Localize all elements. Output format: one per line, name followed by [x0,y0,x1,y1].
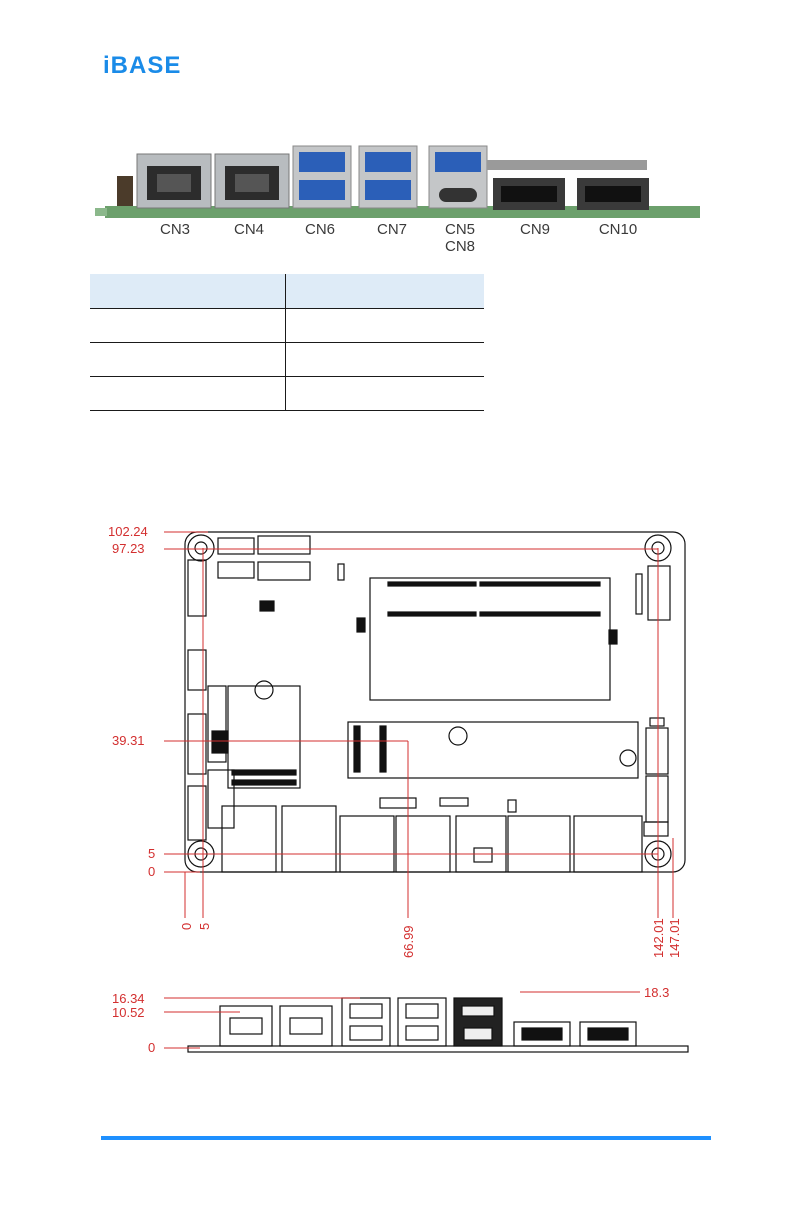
dim-x-142-01: 142.01 [651,918,666,958]
dim-y-97-23: 97.23 [112,541,145,556]
usb-cn5-cn8-photo [429,146,487,208]
ibase-logo: iBASE [103,52,182,79]
dim-side-0: 0 [148,1040,156,1055]
table-cell [285,308,484,342]
dim-y-5: 5 [148,846,156,861]
label-cn5: CN5 [444,221,475,238]
dim-side-16-34: 16.34 [112,991,145,1006]
table-row [90,308,484,342]
table-cell [90,376,285,410]
rj45-cn4-photo [215,154,289,208]
label-cn8: CN8 [444,238,475,255]
rj45-cn3-photo [137,154,211,208]
table-cell [285,274,484,308]
table-cell [90,274,285,308]
dim-x-5: 5 [197,922,212,930]
label-cn3: CN3 [159,221,190,238]
label-cn7: CN7 [376,221,407,238]
board-top-view [185,532,685,872]
table-cell [90,308,285,342]
usb-cn6-photo [293,146,351,208]
board-side-view [188,998,688,1052]
usb-cn7-photo [359,146,417,208]
mechanical-drawing [100,518,700,1063]
table-cell [285,342,484,376]
dim-x-147-01: 147.01 [667,918,682,958]
label-cn6: CN6 [304,221,335,238]
dim-side-10-52: 10.52 [112,1005,145,1020]
dim-side-18-3: 18.3 [644,985,670,1000]
label-cn10: CN10 [598,221,638,238]
dim-y-0: 0 [148,864,156,879]
label-cn9: CN9 [519,221,550,238]
label-cn4: CN4 [233,221,264,238]
dim-y-39-31: 39.31 [112,733,145,748]
dim-x-66-99: 66.99 [401,925,416,958]
table-cell [90,342,285,376]
io-panel-photo [95,138,705,224]
table-header-row [90,274,484,308]
dimension-lines-side [164,992,640,1048]
dp-cn9-photo [493,178,565,210]
dim-y-102-24: 102.24 [108,524,148,539]
dim-x-0: 0 [179,922,194,930]
table-row [90,376,484,410]
table-cell [285,376,484,410]
spec-table [90,274,484,411]
dimension-lines-top [164,532,673,918]
footer-rule [101,1136,711,1140]
dp-cn10-photo [577,178,649,210]
table-row [90,342,484,376]
